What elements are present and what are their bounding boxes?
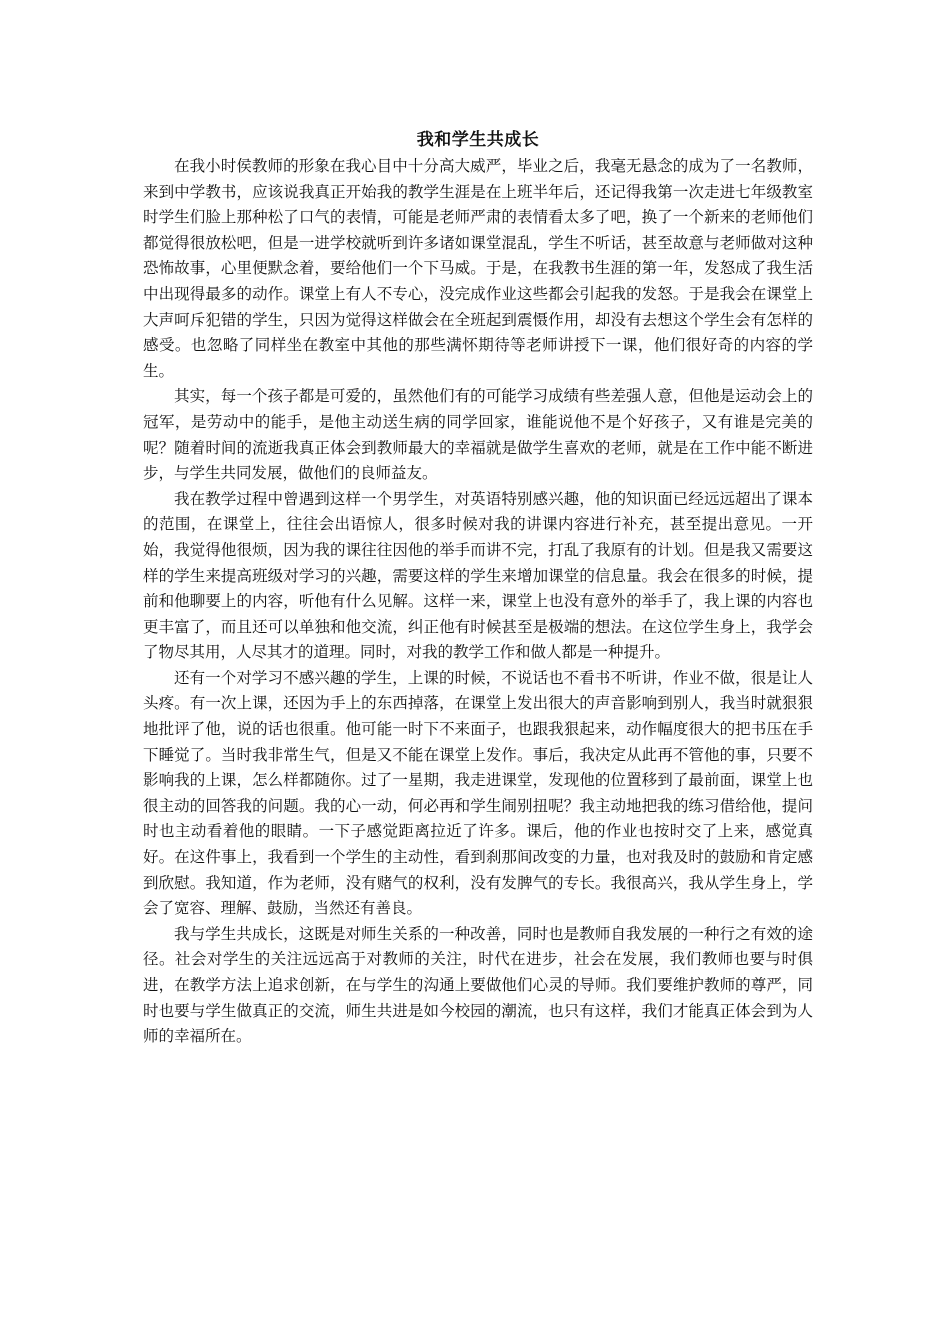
paragraph-4: 还有一个对学习不感兴趣的学生，上课的时候，不说话也不看书不听讲，作业不做，很是让人头疼。有一次上课，还因为手上的东西掉落，在课堂上发出很大的声音影响到别人，我当时就狠狠地批评了他，说的话也很重。他可能一时下不来面子，也跟我狠起来，动作幅度很大的把书压在手下睡觉了。当时我非常生气，但是又不能在课堂上发作。事后，我决定从此再不管他的事，只要不影响我的上课，怎么样都随你。过了一星期，我走进课堂，发现他的位置移到了最前面，课堂上也很主动的回答我的问题。我的心一动，何必再和学生闹别扭呢？我主动地把我的练习借给他，提问时也主动看着他的眼睛。一下子感觉距离拉近了许多。课后，他的作业也按时交了上来，感觉真好。在这件事上，我看到一个学生的主动性，看到刹那间改变的力量，也对我及时的鼓励和肯定感到欣慰。我知道，作为老师，没有赌气的权利，没有发脾气的专长。我很高兴，我从学生身上，学会了宽容、理解、鼓励，当然还有善良。 [143, 668, 813, 918]
paragraph-1: 在我小时侯教师的形象在我心目中十分高大威严，毕业之后，我毫无悬念的成为了一名教师，来到中学教书，应该说我真正开始我的教学生涯是在上班半年后，还记得我第一次走进七年级教室时学生们脸上那种松了口气的表情，可能是老师严肃的表情看太多了吧，换了一个新来的老师他们都觉得很放松吧，但是一进学校就听到许多诸如课堂混乱，学生不听话，甚至故意与老师做对这种恐怖故事，心里便默念着，要给他们一个下马威。于是，在我教书生涯的第一年，发怒成了我生活中出现得最多的动作。课堂上有人不专心，没完成作业这些都会引起我的发怒。于是我会在课堂上大声呵斥犯错的学生，只因为觉得这样做会在全班起到震慑作用，却没有去想这个学生会有怎样的感受。也忽略了同样坐在教室中其他的那些满怀期待等老师讲授下一课，他们很好奇的内容的学生。 [143, 157, 813, 380]
paragraph-3: 我在教学过程中曾遇到这样一个男学生，对英语特别感兴趣，他的知识面已经远远超出了课本的范围，在课堂上，往往会出语惊人，很多时候对我的讲课内容进行补充，甚至提出意见。一开始，我觉得他很烦，因为我的课往往因他的举手而讲不完，打乱了我原有的计划。但是我又需要这样的学生来提高班级对学习的兴趣，需要这样的学生来增加课堂的信息量。我会在很多的时候，提前和他聊要上的内容，听他有什么见解。这样一来，课堂上也没有意外的举手了，我上课的内容也更丰富了，而且还可以单独和他交流，纠正他有时候甚至是极端的想法。在这位学生身上，我学会了物尽其用，人尽其才的道理。同时，对我的教学工作和做人都是一种提升。 [143, 489, 813, 662]
paragraph-2: 其实，每一个孩子都是可爱的，虽然他们有的可能学习成绩有些差强人意，但他是运动会上的冠军，是劳动中的能手，是他主动送生病的同学回家，谁能说他不是个好孩子，又有谁是完美的呢？随着时间的流逝我真正体会到教师最大的幸福就是做学生喜欢的老师，就是在工作中能不断进步，与学生共同发展，做他们的良师益友。 [143, 387, 813, 483]
paragraph-5: 我与学生共成长，这既是对师生关系的一种改善，同时也是教师自我发展的一种行之有效的途径。社会对学生的关注远远高于对教师的关注，时代在进步，社会在发展，我们教师也要与时俱进，在教学方法上追求创新，在与学生的沟通上要做他们心灵的导师。我们要维护教师的尊严，同时也要与学生做真正的交流，师生共进是如今校园的潮流，也只有这样，我们才能真正体会到为人师的幸福所在。 [143, 924, 813, 1046]
document-page [143, 120, 813, 1050]
document-title: 我和学生共成长 [416, 130, 540, 150]
